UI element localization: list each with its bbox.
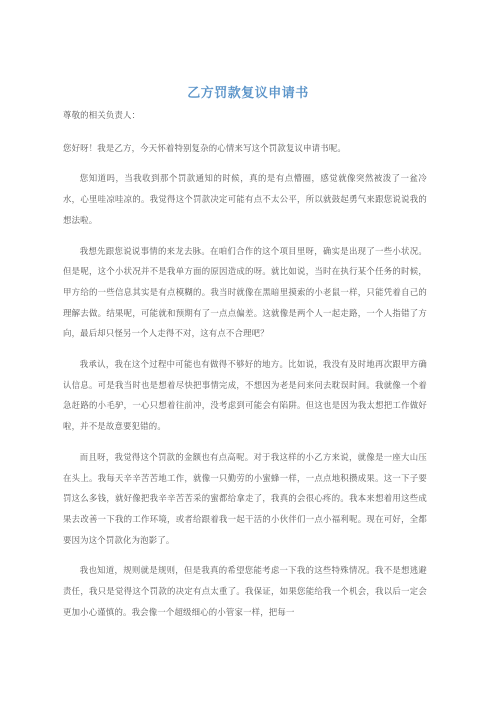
paragraph-amount: 而且呀，我觉得这个罚款的金额也有点高呢。对于我这样的小乙方来说，就像是一座大山压在头上。我每天辛辛苦苦地工作，就像一只勤劳的小蜜蜂一样，一点点地积攒成果。这一下子要罚这么多钱，就好像把我辛辛苦苦采的蜜都给拿走了，我真的会很心疼的。我本来想着用这些成果去改善一下我的工作环境，或者给跟着我一起干活的小伙伴们一点小福利呢。现在可好，全都要因为这个罚款化为泡影了。	[63, 451, 427, 545]
paragraph-greeting: 您好呀！我是乙方，今天怀着特别复杂的心情来写这个罚款复议申请书呢。	[63, 142, 346, 153]
spacer	[63, 344, 427, 354]
spacer	[63, 231, 427, 241]
document-title: 乙方罚款复议申请书	[187, 86, 309, 101]
paragraph-acknowledgement: 我承认，我在这个过程中可能也有做得不够好的地方。比如说，我没有及时地再次跟甲方确认信息。可是我当时也是想着尽快把事情完成，不想因为老是问来问去耽误时间。我就像一个着急赶路的小毛驴，一心只想着往前冲，没考虑到可能会有陷阱。但这也是因为我太想把工作做好啦，并不是故意要犯错的。	[63, 359, 427, 432]
spacer	[63, 126, 427, 138]
spacer	[63, 158, 427, 168]
paragraph-reaction: 您知道吗，当我收到那个罚款通知的时候，真的是有点懵圈，感觉就像突然被泼了一盆冷水，心里哇凉哇凉的。我觉得这个罚款决定可能有点不太公平，所以就鼓起勇气来跟您说说我的想法啦。	[63, 173, 427, 225]
paragraph-background: 我想先跟您说说事情的来龙去脉。在咱们合作的这个项目里呀，确实是出现了一些小状况。但是呢，这个小状况并不是我单方面的原因造成的呀。就比如说，当时在执行某个任务的时候，甲方给的一些信息其实是有点模糊的。我当时就像在黑暗里摸索的小老鼠一样，只能凭着自己的理解去做。结果呢，可能就和预期有了一点点偏差。这就像是两个人一起走路，一个人指错了方向，最后却只怪另一个人走得不对，这有点不合理吧？	[63, 245, 427, 339]
document-body	[63, 105, 427, 622]
salutation: 尊敬的相关负责人：	[63, 110, 141, 120]
spacer	[63, 437, 427, 447]
paragraph-request: 我也知道，规则就是规则，但是我真的希望您能考虑一下我的这些特殊情况。我不是想逃避责任，我只是觉得这个罚款的决定有点太重了。我保证，如果您能给我一个机会，我以后一定会更加小心谨慎的。我会像一个超级细心的小管家一样，把每一	[63, 565, 427, 617]
spacer	[63, 550, 427, 560]
